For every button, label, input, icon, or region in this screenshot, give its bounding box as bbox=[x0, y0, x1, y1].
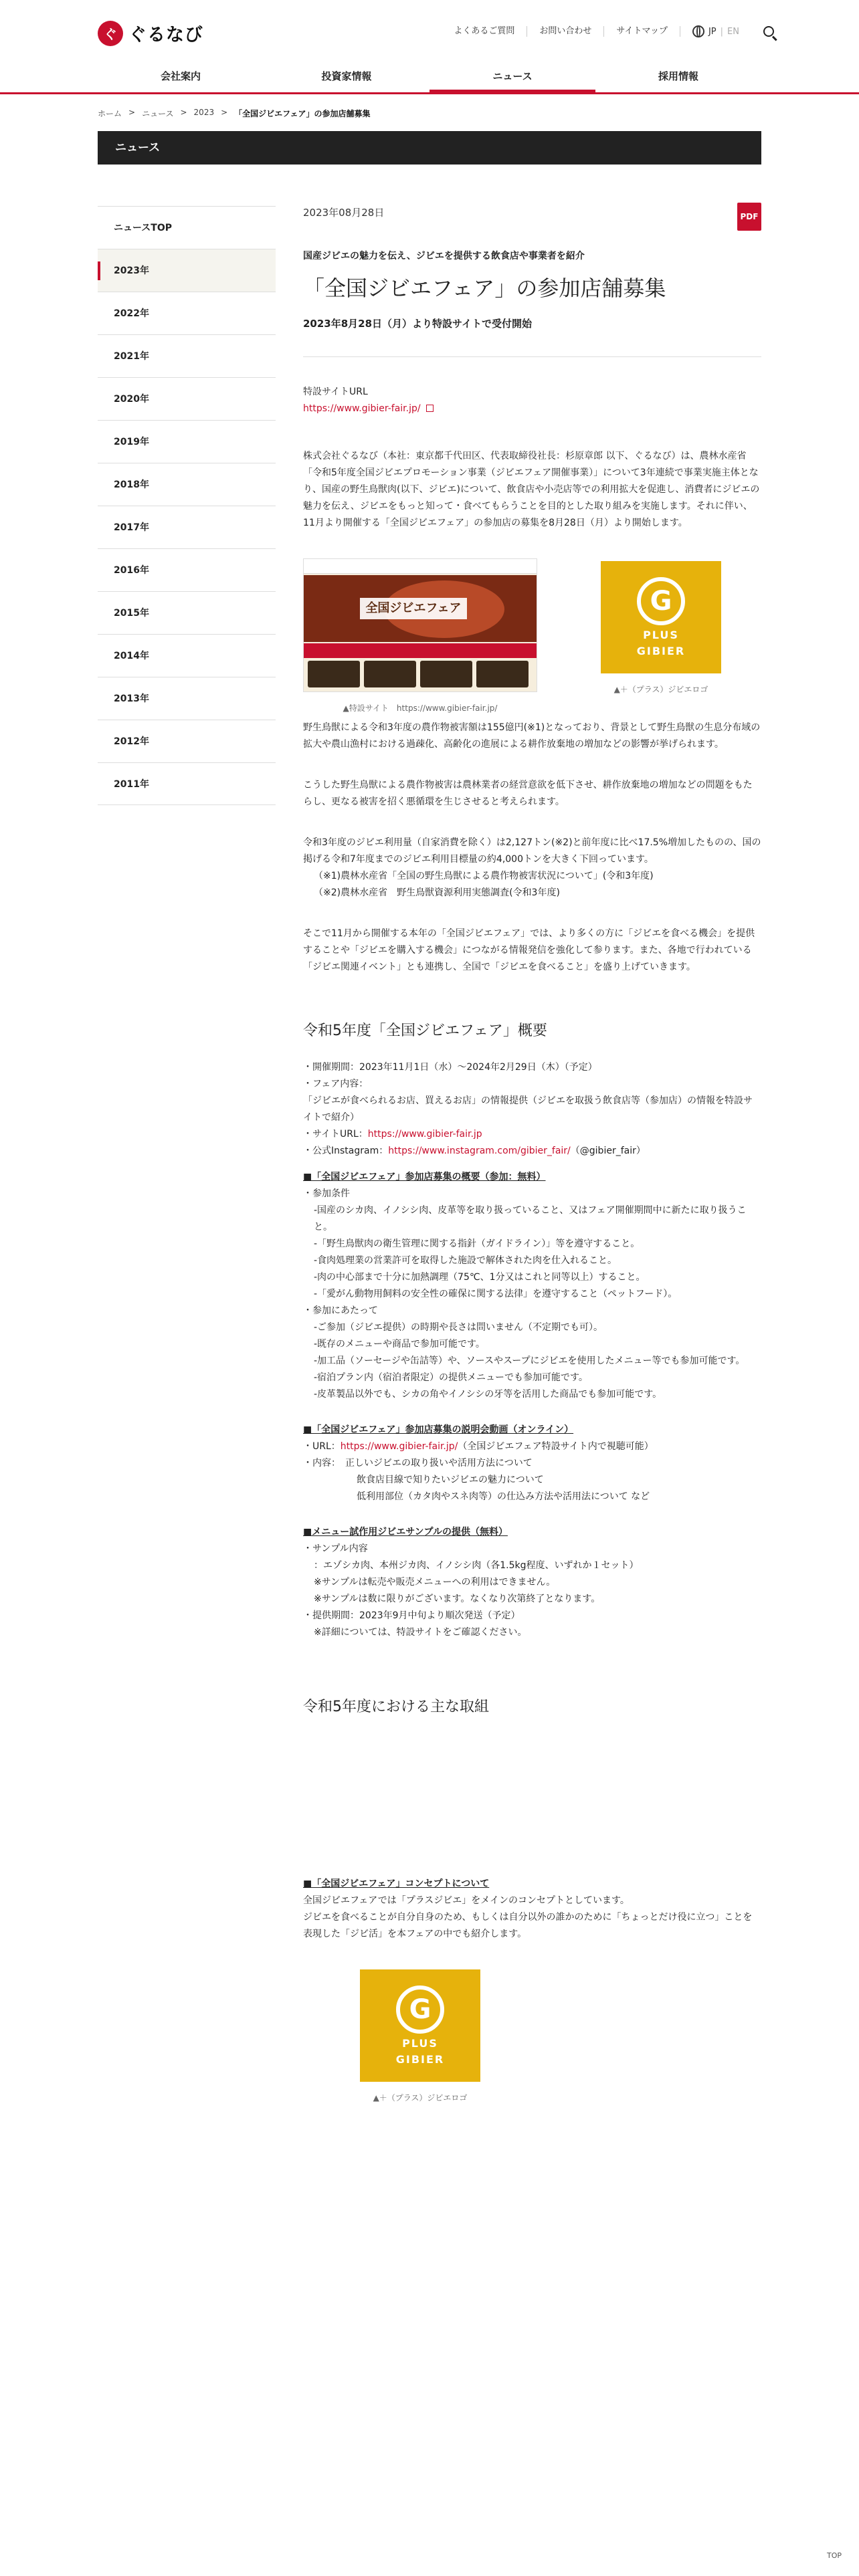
sidebar-item-news-top[interactable]: ニュースTOP bbox=[98, 206, 276, 249]
heading-main-initiatives: 令和5年度における主な取組 bbox=[303, 1699, 489, 1715]
nav-ir[interactable]: 投資家情報 bbox=[321, 70, 372, 82]
lang-en[interactable]: EN bbox=[727, 26, 739, 37]
sidebar-item-2012[interactable]: 2012年 bbox=[98, 720, 276, 762]
crumb-2023[interactable]: 2023 bbox=[193, 108, 215, 117]
article-lead: 2023年8月28日（月）より特設サイトで受付開始 bbox=[303, 316, 761, 357]
paragraph-cycle: こうした野生鳥獣による農作物被害は農林業者の経営意欲を低下させ、耕作放棄地の増加などの問題をもたらし、更なる被害を招く悪循環を生じさせると考えられます。 bbox=[303, 780, 753, 807]
logo-plus: PLUS bbox=[643, 629, 679, 641]
blank-space bbox=[303, 1735, 761, 1876]
site-hero bbox=[304, 575, 537, 642]
recruit-line: ・参加条件 bbox=[303, 1188, 350, 1199]
logo-text: ぐるなび bbox=[128, 25, 203, 45]
intro-paragraph: 株式会社ぐるなび（本社：東京都千代田区、代表取締役社長：杉原章郎 以下、ぐるなび）は、農林水産省「令和5年度全国ジビエプロモーション事業（ジビエフェア開催事業）」について3年連続で事業実施主体となり、国産の野生鳥獣肉(以下、ジビエ)について、飲食店や小売店等での利用拡大を促進し、消費者にジビエの魅力を伝え、ジビエをもっと知って・食べてもらうことを目的とした取り組みを実施します。それに伴い、11月より開催する「全国ジビエフェア」の参加店の募集を8月28日（月）より開始します。 bbox=[303, 451, 760, 528]
recruit-line: -「愛がん動物用飼料の安全性の確保に関する法律」を遵守すること（ペットフード）。 bbox=[314, 1289, 678, 1299]
site-url-row bbox=[303, 401, 761, 417]
sidebar-item-2018[interactable]: 2018年 bbox=[98, 463, 276, 506]
site-strip bbox=[304, 643, 537, 658]
sidebar-item-2017[interactable]: 2017年 bbox=[98, 506, 276, 548]
sidebar-item-2011[interactable]: 2011年 bbox=[98, 762, 276, 805]
heading-recruit: ■「全国ジビエフェア」参加店募集の概要（参加：無料） bbox=[303, 1172, 546, 1182]
sample-line: ※サンプルは転売や販売メニューへの利用はできません。 bbox=[314, 1577, 556, 1588]
sidebar-item-2016[interactable]: 2016年 bbox=[98, 548, 276, 591]
recruit-line: -皮革製品以外でも、シカの角やイノシシの牙等を活用した商品でも参加可能です。 bbox=[314, 1389, 662, 1400]
lang-separator: | bbox=[720, 26, 724, 37]
global-nav bbox=[98, 64, 761, 92]
sidebar-item-2020[interactable]: 2020年 bbox=[98, 377, 276, 420]
external-link-icon bbox=[426, 405, 434, 412]
crumb-sep: > bbox=[180, 108, 187, 117]
figure-plus-gibier-logo bbox=[561, 558, 761, 717]
site-nav-bar bbox=[304, 559, 537, 574]
site-header bbox=[0, 0, 859, 94]
video-url-label: ・URL： bbox=[303, 1441, 341, 1452]
search-icon[interactable] bbox=[763, 26, 774, 37]
recruit-line: -「野生鳥獣肉の衛生管理に関する指針（ガイドライン）」等を遵守すること。 bbox=[314, 1239, 640, 1249]
paragraph-usage: 令和3年度のジビエ利用量（自家消費を除く）は2,127トン(※2)と前年度に比べ17.5%増加したものの、国の掲げる令和7年度までのジビエ利用目標量の約4,000トンを大きく下回っています。 bbox=[303, 837, 761, 865]
sidebar-item-2013[interactable]: 2013年 bbox=[98, 677, 276, 720]
contact-link[interactable]: お問い合わせ bbox=[527, 26, 604, 37]
heading-sample: ■メニュー試作用ジビエサンプルの提供（無料） bbox=[303, 1527, 508, 1537]
article-title: 「全国ジビエフェア」の参加店舗募集 bbox=[303, 276, 666, 301]
concept-line: ジビエを食べることが自分自身のため、もしくは自分以外の誰かのために「ちょっとだけ役に立つ」ことを表現した「ジビ活」を本フェアの中でも紹介します。 bbox=[303, 1912, 753, 1939]
recruit-line: -ご参加（ジビエ提供）の時期や長さは問いません（不定期でも可）。 bbox=[314, 1322, 603, 1333]
lang-jp[interactable]: JP bbox=[708, 26, 717, 37]
sample-line: ※詳細については、特設サイトをご確認ください。 bbox=[314, 1627, 527, 1638]
overview-site bbox=[303, 1126, 761, 1143]
breadcrumb bbox=[98, 108, 371, 119]
instagram-label: ・公式Instagram： bbox=[303, 1146, 389, 1156]
crumb-current: 「全国ジビエフェア」の参加店舗募集 bbox=[234, 109, 371, 118]
news-sidebar bbox=[98, 206, 276, 805]
recruit-line: -食肉処理業の営業許可を取得した施設で解体された肉を仕入れること。 bbox=[314, 1255, 617, 1266]
nav-company[interactable]: 会社案内 bbox=[160, 70, 201, 82]
sitemap-link[interactable]: サイトマップ bbox=[604, 26, 680, 37]
crumb-sep: > bbox=[221, 108, 228, 117]
sample-line: ・提供期間：2023年9月中旬より順次発送（予定） bbox=[303, 1610, 520, 1621]
page-top-link[interactable]: TOP bbox=[826, 2551, 842, 2560]
logo-g: G bbox=[396, 1985, 444, 2034]
recruit-line: -国産のシカ肉、イノシシ肉、皮革等を取り扱っていること、又はフェア開催期間中に新たに取り扱うこと。 bbox=[314, 1205, 747, 1232]
crumb-news[interactable]: ニュース bbox=[142, 109, 174, 118]
nav-recruit[interactable]: 採用情報 bbox=[658, 70, 698, 82]
logo-gibier: GIBIER bbox=[395, 2053, 445, 2066]
site-banner: 全国ジビエフェア bbox=[360, 598, 467, 619]
sidebar-item-2014[interactable]: 2014年 bbox=[98, 634, 276, 677]
site-url-label: 特設サイトURL bbox=[303, 387, 368, 397]
nav-news[interactable]: ニュース bbox=[430, 64, 595, 92]
instagram-link[interactable]: https://www.instagram.com/gibier_fair/ bbox=[388, 1146, 571, 1156]
plus-gibier-logo bbox=[360, 1969, 480, 2082]
article-subtitle: 国産ジビエの魅力を伝え、ジビエを提供する飲食店や事業者を紹介 bbox=[303, 251, 585, 261]
language-switcher bbox=[692, 25, 739, 37]
footnote-1: （※1)農林水産省「全国の野生鳥獣による農作物被害状況について」(令和3年度) bbox=[314, 871, 654, 881]
logo-gibier: GIBIER bbox=[636, 645, 686, 657]
overview-content: ・フェア内容： bbox=[303, 1079, 369, 1089]
video-url bbox=[303, 1438, 761, 1455]
video-url-note: （全国ジビエフェア特設サイト内で視聴可能） bbox=[458, 1441, 654, 1452]
special-site-screenshot bbox=[303, 558, 537, 692]
figure-caption: ▲特設サイト https://www.gibier-fair.jp/ bbox=[343, 704, 498, 713]
instagram-handle: （@gibier_fair） bbox=[570, 1146, 646, 1156]
figure-caption: ▲＋（プラス）ジビエロゴ bbox=[613, 685, 708, 694]
video-content: 飲食店目線で知りたいジビエの魅力について bbox=[357, 1475, 544, 1485]
paragraph-damage: 野生鳥獣による令和3年度の農作物被害額は155億円(※1)となっており、背景として野生鳥獣の生息分布域の拡大や農山漁村における過疎化、高齢化の進展による耕作放棄地の増加などの影響が挙げられます。 bbox=[303, 722, 761, 750]
gurunavi-logo[interactable] bbox=[98, 20, 203, 46]
overview-instagram bbox=[303, 1143, 761, 1160]
sidebar-item-2022[interactable]: 2022年 bbox=[98, 292, 276, 334]
sidebar-item-2019[interactable]: 2019年 bbox=[98, 420, 276, 463]
footnote-2: （※2)農林水産省 野生鳥獣資源利用実態調査(令和3年度) bbox=[314, 887, 560, 898]
figure-plus-gibier-logo-2 bbox=[303, 1969, 537, 2107]
figure-caption: ▲＋（プラス）ジビエロゴ bbox=[373, 2093, 468, 2103]
heading-concept: ■「全国ジビエフェア」コンセプトについて bbox=[303, 1879, 490, 1889]
fair-site-link[interactable]: https://www.gibier-fair.jp bbox=[367, 1129, 482, 1140]
section-title: ニュース bbox=[98, 131, 761, 165]
logo-plus: PLUS bbox=[402, 2037, 438, 2050]
site-url-link[interactable]: https://www.gibier-fair.jp/ bbox=[303, 403, 421, 414]
recruit-line: ・参加にあたって bbox=[303, 1305, 378, 1316]
sample-line: ・サンプル内容 bbox=[303, 1543, 368, 1554]
video-content: ・内容： 正しいジビエの取り扱いや活用方法について bbox=[303, 1458, 533, 1469]
site-cards bbox=[308, 661, 529, 687]
overview-period: ・開催期間：2023年11月1日（水）～2024年2月29日（木）（予定） bbox=[303, 1062, 597, 1073]
recruit-line: -肉の中心部まで十分に加熱調理（75℃、1分又はこれと同等以上）すること。 bbox=[314, 1272, 646, 1283]
crumb-sep: > bbox=[128, 108, 136, 117]
heading-video: ■「全国ジビエフェア」参加店募集の説明会動画（オンライン） bbox=[303, 1424, 574, 1435]
plus-gibier-logo bbox=[601, 561, 721, 673]
article bbox=[303, 205, 761, 2107]
sample-line: ：エゾシカ肉、本州ジカ肉、イノシシ肉（各1.5kg程度、いずれか１セット） bbox=[314, 1560, 639, 1571]
concept-line: 全国ジビエフェアでは「プラスジビエ」をメインのコンセプトとしています。 bbox=[303, 1895, 630, 1906]
recruit-line: -宿泊プラン内（宿泊者限定）の提供メニューでも参加可能です。 bbox=[314, 1372, 588, 1383]
utility-nav bbox=[442, 25, 774, 37]
heading-overview: 令和5年度「全国ジビエフェア」概要 bbox=[303, 1023, 547, 1039]
video-content: 低利用部位（カタ肉やスネ肉等）の仕込み方法や活用法について など bbox=[357, 1491, 650, 1502]
video-site-link[interactable]: https://www.gibier-fair.jp/ bbox=[340, 1441, 458, 1452]
article-date: 2023年08月28日 bbox=[303, 207, 385, 219]
sidebar-item-2023[interactable]: 2023年 bbox=[98, 249, 276, 292]
globe-icon bbox=[692, 25, 704, 37]
pdf-icon[interactable]: PDF bbox=[737, 203, 761, 231]
sidebar-item-2015[interactable]: 2015年 bbox=[98, 591, 276, 634]
overview-content-detail: 「ジビエが食べられるお店、買えるお店」の情報提供（ジビエを取扱う飲食店等（参加店）の情報を特設サイトで紹介） bbox=[303, 1095, 753, 1123]
faq-link[interactable]: よくあるご質問 bbox=[442, 26, 527, 37]
logo-mark: ぐ bbox=[98, 21, 123, 46]
sidebar-item-2021[interactable]: 2021年 bbox=[98, 334, 276, 377]
sample-line: ※サンプルは数に限りがございます。なくなり次第終了となります。 bbox=[314, 1594, 601, 1604]
image-row bbox=[303, 558, 761, 717]
recruit-line: -既存のメニューや商品で参加可能です。 bbox=[314, 1339, 485, 1350]
logo-g: G bbox=[637, 577, 685, 625]
paragraph-fair: そこで11月から開催する本年の「全国ジビエフェア」では、より多くの方に「ジビエを食べる機会」を提供することや「ジビエを購入する機会」につながる情報発信を強化して参ります。また、各地で行われている「ジビエ関連イベント」とも連携し、全国で「ジビエを食べること」を盛り上げていきます。 bbox=[303, 928, 755, 972]
crumb-home[interactable]: ホーム bbox=[98, 109, 122, 118]
recruit-line: -加工品（ソーセージや缶詰等）や、ソースやスープにジビエを使用したメニュー等でも参加可能です。 bbox=[314, 1356, 745, 1366]
figure-special-site bbox=[303, 558, 537, 717]
site-label: ・サイトURL： bbox=[303, 1129, 368, 1140]
